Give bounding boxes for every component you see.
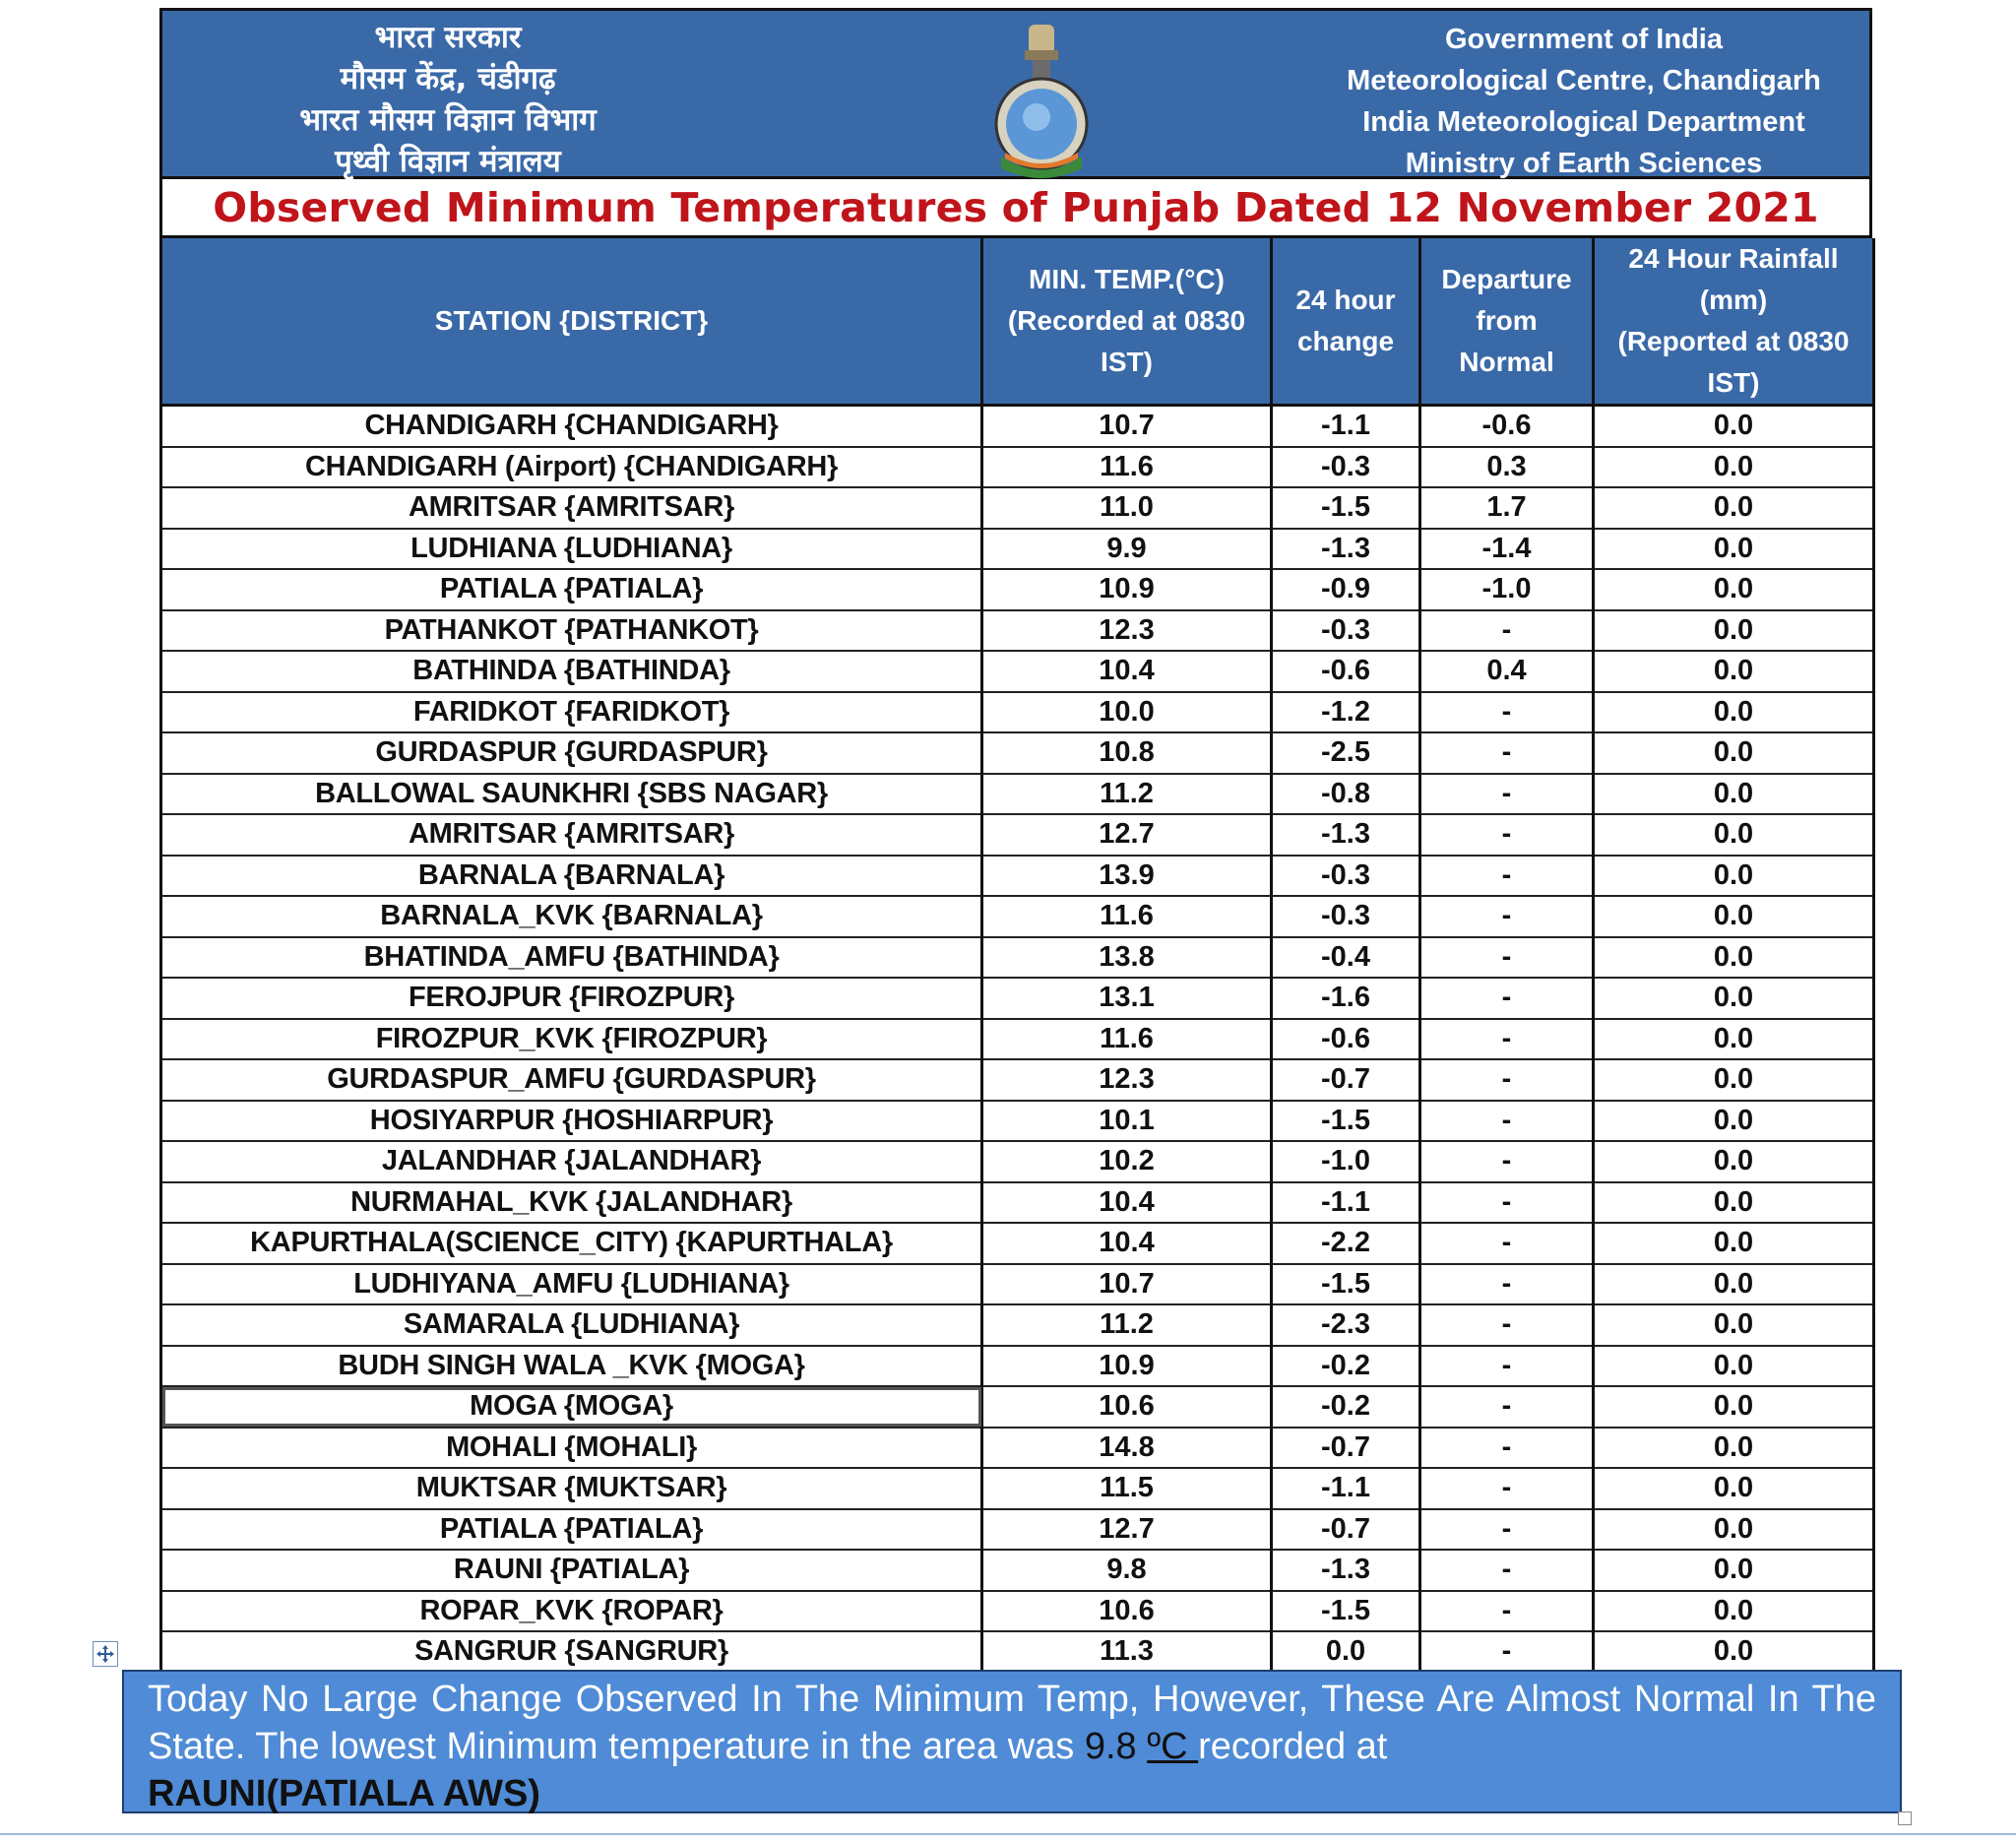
resize-handle-icon[interactable] xyxy=(1898,1811,1912,1825)
report-sheet xyxy=(159,8,1872,1685)
min-temp-cell[interactable]: 10.6 xyxy=(982,1386,1272,1428)
min-temp-cell[interactable]: 10.1 xyxy=(982,1101,1272,1142)
change-cell[interactable]: -0.4 xyxy=(1272,937,1420,979)
change-cell[interactable]: 0.0 xyxy=(1272,1631,1420,1673)
station-cell[interactable]: MUKTSAR {MUKTSAR} xyxy=(161,1468,982,1509)
departure-cell[interactable]: - xyxy=(1420,732,1594,774)
note-temp: 9.8 xyxy=(1084,1726,1148,1767)
min-temp-cell[interactable]: 10.4 xyxy=(982,1182,1272,1224)
col-change-line2: change xyxy=(1296,326,1395,356)
departure-cell[interactable]: - xyxy=(1420,1304,1594,1346)
summary-note[interactable] xyxy=(122,1670,1902,1813)
imd-emblem-icon xyxy=(987,21,1096,178)
departure-cell[interactable]: - xyxy=(1420,1591,1594,1632)
min-temp-cell[interactable]: 11.2 xyxy=(982,774,1272,815)
min-temp-cell[interactable]: 9.9 xyxy=(982,529,1272,570)
col-change-line1: 24 hour xyxy=(1295,285,1396,315)
table-row xyxy=(161,1304,1874,1346)
english-line: India Meteorological Department xyxy=(1362,106,1805,138)
departure-cell[interactable]: -1.0 xyxy=(1420,569,1594,610)
station-cell[interactable]: AMRITSAR {AMRITSAR} xyxy=(161,814,982,856)
departure-cell[interactable]: - xyxy=(1420,1346,1594,1387)
station-cell[interactable]: PATHANKOT {PATHANKOT} xyxy=(161,610,982,652)
change-cell[interactable]: -2.5 xyxy=(1272,732,1420,774)
english-line: Ministry of Earth Sciences xyxy=(1405,148,1763,179)
departure-cell[interactable]: - xyxy=(1420,896,1594,937)
header-band xyxy=(159,8,1872,179)
page-divider xyxy=(0,1833,2016,1835)
departure-cell[interactable]: - xyxy=(1420,1550,1594,1591)
min-temp-cell[interactable]: 11.6 xyxy=(982,896,1272,937)
station-cell[interactable]: BHATINDA_AMFU {BATHINDA} xyxy=(161,937,982,979)
change-cell[interactable]: -1.3 xyxy=(1272,529,1420,570)
table-row xyxy=(161,1509,1874,1551)
table-row xyxy=(161,856,1874,897)
table-row xyxy=(161,774,1874,815)
col-min-temp-line1: MIN. TEMP.(°C) xyxy=(1029,264,1225,294)
departure-cell[interactable]: - xyxy=(1420,1141,1594,1182)
rainfall-cell[interactable]: 0.0 xyxy=(1594,1182,1874,1224)
rainfall-cell[interactable]: 0.0 xyxy=(1594,856,1874,897)
table-row xyxy=(161,732,1874,774)
rainfall-cell[interactable]: 0.0 xyxy=(1594,406,1874,447)
station-cell[interactable]: CHANDIGARH {CHANDIGARH} xyxy=(161,406,982,447)
change-cell[interactable]: -1.1 xyxy=(1272,1468,1420,1509)
hindi-line: भारत मौसम विज्ञान विभाग xyxy=(299,102,597,138)
col-rainfall xyxy=(1594,238,1874,406)
change-cell[interactable]: -1.2 xyxy=(1272,692,1420,733)
change-cell[interactable]: -1.1 xyxy=(1272,406,1420,447)
table-row xyxy=(161,529,1874,570)
station-cell[interactable]: BUDH SINGH WALA _KVK {MOGA} xyxy=(161,1346,982,1387)
departure-cell[interactable]: - xyxy=(1420,1631,1594,1673)
station-cell[interactable]: BALLOWAL SAUNKHRI {SBS NAGAR} xyxy=(161,774,982,815)
station-cell[interactable]: KAPURTHALA(SCIENCE_CITY) {KAPURTHALA} xyxy=(161,1223,982,1264)
table-row xyxy=(161,896,1874,937)
min-temp-cell[interactable]: 11.0 xyxy=(982,487,1272,529)
table-row xyxy=(161,1223,1874,1264)
table-row xyxy=(161,1264,1874,1305)
change-cell[interactable]: -1.6 xyxy=(1272,978,1420,1019)
departure-cell[interactable]: - xyxy=(1420,1223,1594,1264)
min-temp-cell[interactable]: 11.5 xyxy=(982,1468,1272,1509)
table-row xyxy=(161,1468,1874,1509)
table-row xyxy=(161,1428,1874,1469)
min-temp-cell[interactable]: 10.8 xyxy=(982,732,1272,774)
rainfall-cell[interactable]: 0.0 xyxy=(1594,774,1874,815)
station-cell[interactable]: FEROJPUR {FIROZPUR} xyxy=(161,978,982,1019)
rainfall-cell[interactable]: 0.0 xyxy=(1594,1428,1874,1469)
departure-cell[interactable]: - xyxy=(1420,1101,1594,1142)
move-handle-icon[interactable] xyxy=(93,1641,118,1667)
rainfall-cell[interactable]: 0.0 xyxy=(1594,1019,1874,1060)
table-row xyxy=(161,692,1874,733)
col-min-temp-line2: (Recorded at 0830 IST) xyxy=(1007,305,1246,377)
departure-cell[interactable]: - xyxy=(1420,1468,1594,1509)
rainfall-cell[interactable]: 0.0 xyxy=(1594,1468,1874,1509)
departure-cell[interactable]: - xyxy=(1420,978,1594,1019)
departure-cell[interactable]: - xyxy=(1420,1182,1594,1224)
table-row xyxy=(161,1101,1874,1142)
col-station xyxy=(161,238,982,406)
min-temp-cell[interactable]: 11.6 xyxy=(982,447,1272,488)
change-cell[interactable]: -0.3 xyxy=(1272,856,1420,897)
table-header-row xyxy=(161,238,1874,406)
change-cell[interactable]: -0.9 xyxy=(1272,569,1420,610)
station-cell[interactable]: BARNALA {BARNALA} xyxy=(161,856,982,897)
min-temp-cell[interactable]: 13.9 xyxy=(982,856,1272,897)
rainfall-cell[interactable]: 0.0 xyxy=(1594,1550,1874,1591)
departure-cell[interactable]: 0.3 xyxy=(1420,447,1594,488)
rainfall-cell[interactable]: 0.0 xyxy=(1594,1631,1874,1673)
departure-cell[interactable]: - xyxy=(1420,856,1594,897)
min-temp-cell[interactable]: 13.1 xyxy=(982,978,1272,1019)
change-cell[interactable]: -0.6 xyxy=(1272,1019,1420,1060)
station-cell[interactable]: MOGA {MOGA} xyxy=(161,1386,982,1428)
english-line: Meteorological Centre, Chandigarh xyxy=(1347,65,1821,96)
hindi-header xyxy=(202,17,694,182)
table-row xyxy=(161,447,1874,488)
table-row xyxy=(161,1386,1874,1428)
rainfall-cell[interactable]: 0.0 xyxy=(1594,1386,1874,1428)
rainfall-cell[interactable]: 0.0 xyxy=(1594,610,1874,652)
rainfall-cell[interactable]: 0.0 xyxy=(1594,1141,1874,1182)
departure-cell[interactable]: -0.6 xyxy=(1420,406,1594,447)
min-temp-cell[interactable]: 10.2 xyxy=(982,1141,1272,1182)
station-cell[interactable]: BATHINDA {BATHINDA} xyxy=(161,651,982,692)
station-cell[interactable]: BARNALA_KVK {BARNALA} xyxy=(161,896,982,937)
min-temp-cell[interactable]: 10.9 xyxy=(982,569,1272,610)
min-temp-cell[interactable]: 13.8 xyxy=(982,937,1272,979)
min-temp-cell[interactable]: 10.4 xyxy=(982,651,1272,692)
rainfall-cell[interactable]: 0.0 xyxy=(1594,1101,1874,1142)
rainfall-cell[interactable]: 0.0 xyxy=(1594,1591,1874,1632)
rainfall-cell[interactable]: 0.0 xyxy=(1594,692,1874,733)
change-cell[interactable]: -0.3 xyxy=(1272,896,1420,937)
change-cell[interactable]: -1.5 xyxy=(1272,1101,1420,1142)
min-temp-cell[interactable]: 11.6 xyxy=(982,1019,1272,1060)
change-cell[interactable]: -0.2 xyxy=(1272,1386,1420,1428)
departure-cell[interactable]: - xyxy=(1420,1386,1594,1428)
station-cell[interactable]: LUDHIYANA_AMFU {LUDHIANA} xyxy=(161,1264,982,1305)
col-min-temp xyxy=(982,238,1272,406)
rainfall-cell[interactable]: 0.0 xyxy=(1594,1223,1874,1264)
change-cell[interactable]: -1.5 xyxy=(1272,1591,1420,1632)
station-cell[interactable]: JALANDHAR {JALANDHAR} xyxy=(161,1141,982,1182)
note-unit: ºC xyxy=(1147,1726,1199,1767)
table-row xyxy=(161,1631,1874,1673)
col-rainfall-line2: (Reported at 0830 IST) xyxy=(1617,326,1850,398)
min-temp-cell[interactable]: 10.4 xyxy=(982,1223,1272,1264)
departure-cell[interactable]: - xyxy=(1420,1428,1594,1469)
station-cell[interactable]: CHANDIGARH (Airport) {CHANDIGARH} xyxy=(161,447,982,488)
table-row xyxy=(161,651,1874,692)
station-cell[interactable]: ROPAR_KVK {ROPAR} xyxy=(161,1591,982,1632)
change-cell[interactable]: -0.7 xyxy=(1272,1059,1420,1101)
rainfall-cell[interactable]: 0.0 xyxy=(1594,1304,1874,1346)
page-title: Observed Minimum Temperatures of Punjab Dated 12 November 2021 xyxy=(213,184,1819,231)
table-row xyxy=(161,1346,1874,1387)
rainfall-cell[interactable]: 0.0 xyxy=(1594,487,1874,529)
table-row xyxy=(161,1141,1874,1182)
rainfall-cell[interactable]: 0.0 xyxy=(1594,732,1874,774)
change-cell[interactable]: -0.3 xyxy=(1272,610,1420,652)
note-place: RAUNI(PATIALA AWS) xyxy=(148,1773,540,1814)
departure-cell[interactable]: - xyxy=(1420,610,1594,652)
table-row xyxy=(161,569,1874,610)
min-temp-cell[interactable]: 12.7 xyxy=(982,814,1272,856)
min-temp-cell[interactable]: 12.7 xyxy=(982,1509,1272,1551)
station-cell[interactable]: MOHALI {MOHALI} xyxy=(161,1428,982,1469)
note-text-1: Today No Large Change Observed In The Minimum Temp, However, These Are Almost Normal In The State. The lowest Minimum temperature in the area was xyxy=(148,1679,1876,1767)
change-cell[interactable]: -2.3 xyxy=(1272,1304,1420,1346)
title-row xyxy=(159,179,1872,238)
min-temp-cell[interactable]: 11.2 xyxy=(982,1304,1272,1346)
rainfall-cell[interactable]: 0.0 xyxy=(1594,447,1874,488)
change-cell[interactable]: -1.3 xyxy=(1272,814,1420,856)
table-row xyxy=(161,1059,1874,1101)
rainfall-cell[interactable]: 0.0 xyxy=(1594,529,1874,570)
rainfall-cell[interactable]: 0.0 xyxy=(1594,896,1874,937)
change-cell[interactable]: -0.3 xyxy=(1272,447,1420,488)
station-cell[interactable]: PATIALA {PATIALA} xyxy=(161,569,982,610)
min-temp-cell[interactable]: 11.3 xyxy=(982,1631,1272,1673)
departure-cell[interactable]: - xyxy=(1420,814,1594,856)
departure-cell[interactable]: - xyxy=(1420,774,1594,815)
col-station-label: STATION {DISTRICT} xyxy=(434,305,709,336)
table-body xyxy=(161,406,1874,1673)
station-cell[interactable]: HOSIYARPUR {HOSHIARPUR} xyxy=(161,1101,982,1142)
departure-cell[interactable]: -1.4 xyxy=(1420,529,1594,570)
table-row xyxy=(161,406,1874,447)
min-temp-cell[interactable]: 10.9 xyxy=(982,1346,1272,1387)
rainfall-cell[interactable]: 0.0 xyxy=(1594,1509,1874,1551)
hindi-line: मौसम केंद्र, चंडीगढ़ xyxy=(340,61,556,96)
change-cell[interactable]: -1.5 xyxy=(1272,1264,1420,1305)
rainfall-cell[interactable]: 0.0 xyxy=(1594,1264,1874,1305)
min-temp-cell[interactable]: 12.3 xyxy=(982,1059,1272,1101)
change-cell[interactable]: -0.7 xyxy=(1272,1428,1420,1469)
change-cell[interactable]: -1.5 xyxy=(1272,487,1420,529)
table-row xyxy=(161,937,1874,979)
departure-cell[interactable]: 1.7 xyxy=(1420,487,1594,529)
rainfall-cell[interactable]: 0.0 xyxy=(1594,1346,1874,1387)
departure-cell[interactable]: - xyxy=(1420,937,1594,979)
table-row xyxy=(161,487,1874,529)
departure-cell[interactable]: 0.4 xyxy=(1420,651,1594,692)
min-temp-cell[interactable]: 10.7 xyxy=(982,1264,1272,1305)
table-row xyxy=(161,978,1874,1019)
table-row xyxy=(161,1182,1874,1224)
change-cell[interactable]: -1.1 xyxy=(1272,1182,1420,1224)
min-temp-cell[interactable]: 10.0 xyxy=(982,692,1272,733)
min-temp-cell[interactable]: 9.8 xyxy=(982,1550,1272,1591)
departure-cell[interactable]: - xyxy=(1420,1264,1594,1305)
rainfall-cell[interactable]: 0.0 xyxy=(1594,569,1874,610)
station-cell[interactable]: FARIDKOT {FARIDKOT} xyxy=(161,692,982,733)
rainfall-cell[interactable]: 0.0 xyxy=(1594,1059,1874,1101)
min-temp-cell[interactable]: 10.6 xyxy=(982,1591,1272,1632)
change-cell[interactable]: -2.2 xyxy=(1272,1223,1420,1264)
change-cell[interactable]: -0.8 xyxy=(1272,774,1420,815)
departure-cell[interactable]: - xyxy=(1420,1509,1594,1551)
station-cell[interactable]: SAMARALA {LUDHIANA} xyxy=(161,1304,982,1346)
table-row xyxy=(161,814,1874,856)
change-cell[interactable]: -0.6 xyxy=(1272,651,1420,692)
col-departure-line1: Departure xyxy=(1441,264,1572,294)
station-cell[interactable]: NURMAHAL_KVK {JALANDHAR} xyxy=(161,1182,982,1224)
col-rainfall-line1: 24 Hour Rainfall (mm) xyxy=(1628,243,1839,315)
station-cell[interactable]: GURDASPUR {GURDASPUR} xyxy=(161,732,982,774)
hindi-line: भारत सरकार xyxy=(374,20,522,55)
col-departure xyxy=(1420,238,1594,406)
rainfall-cell[interactable]: 0.0 xyxy=(1594,814,1874,856)
rainfall-cell[interactable]: 0.0 xyxy=(1594,978,1874,1019)
table-row xyxy=(161,1019,1874,1060)
station-cell[interactable]: AMRITSAR {AMRITSAR} xyxy=(161,487,982,529)
station-cell[interactable]: RAUNI {PATIALA} xyxy=(161,1550,982,1591)
change-cell[interactable]: -1.3 xyxy=(1272,1550,1420,1591)
english-line: Government of India xyxy=(1445,24,1723,55)
temperature-table xyxy=(159,238,1875,1674)
min-temp-cell[interactable]: 14.8 xyxy=(982,1428,1272,1469)
change-cell[interactable]: -0.2 xyxy=(1272,1346,1420,1387)
table-row xyxy=(161,610,1874,652)
table-row xyxy=(161,1550,1874,1591)
hindi-line: पृथ्वी विज्ञान मंत्रालय xyxy=(335,144,561,179)
col-change xyxy=(1272,238,1420,406)
station-cell[interactable]: SANGRUR {SANGRUR} xyxy=(161,1631,982,1673)
departure-cell[interactable]: - xyxy=(1420,1019,1594,1060)
change-cell[interactable]: -0.7 xyxy=(1272,1509,1420,1551)
rainfall-cell[interactable]: 0.0 xyxy=(1594,937,1874,979)
change-cell[interactable]: -1.0 xyxy=(1272,1141,1420,1182)
departure-cell[interactable]: - xyxy=(1420,692,1594,733)
rainfall-cell[interactable]: 0.0 xyxy=(1594,651,1874,692)
col-departure-line2: from Normal xyxy=(1459,305,1554,377)
station-cell[interactable]: LUDHIANA {LUDHIANA} xyxy=(161,529,982,570)
station-cell[interactable]: FIROZPUR_KVK {FIROZPUR} xyxy=(161,1019,982,1060)
table-row xyxy=(161,1591,1874,1632)
min-temp-cell[interactable]: 10.7 xyxy=(982,406,1272,447)
note-text-2: recorded at xyxy=(1198,1726,1388,1767)
english-header xyxy=(1328,19,1840,184)
min-temp-cell[interactable]: 12.3 xyxy=(982,610,1272,652)
station-cell[interactable]: GURDASPUR_AMFU {GURDASPUR} xyxy=(161,1059,982,1101)
station-cell[interactable]: PATIALA {PATIALA} xyxy=(161,1509,982,1551)
departure-cell[interactable]: - xyxy=(1420,1059,1594,1101)
